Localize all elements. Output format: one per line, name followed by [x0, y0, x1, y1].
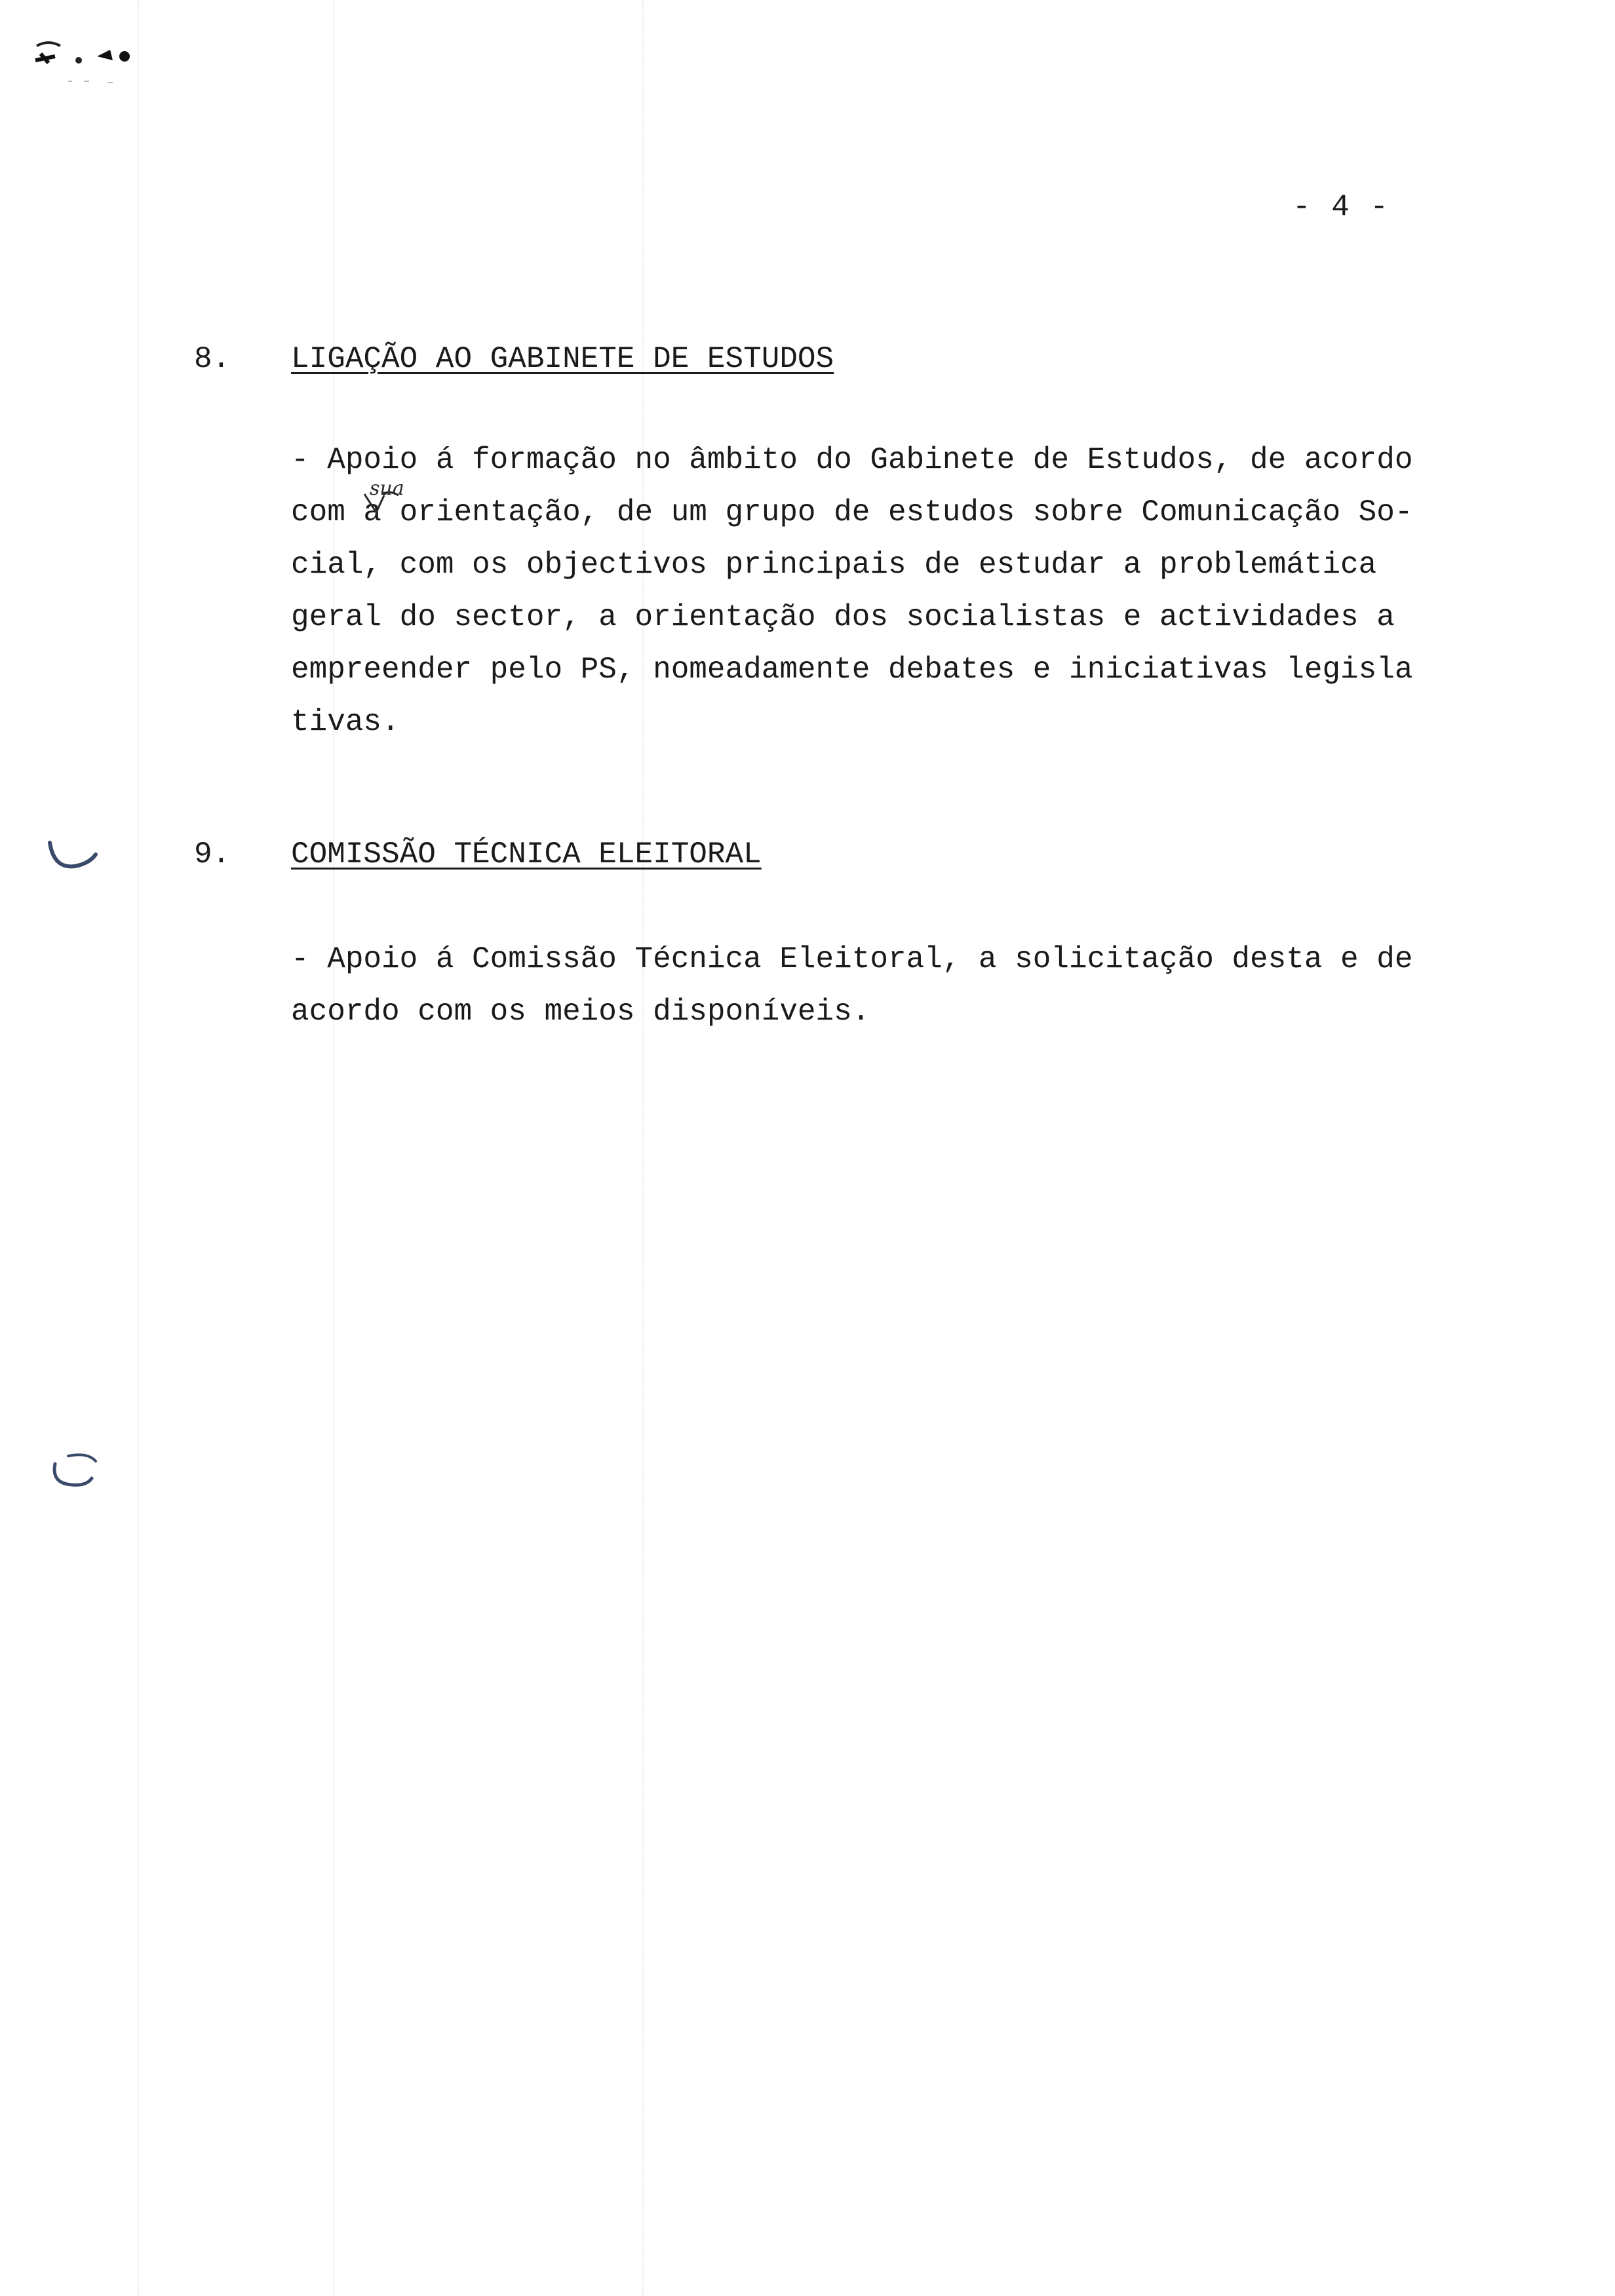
paragraph-line: empreender pelo PS, nomeadamente debates e iniciativas legisla	[291, 653, 1413, 687]
section-title: LIGAÇÃO AO GABINETE DE ESTUDOS	[291, 342, 834, 376]
section-number: 8.	[194, 342, 231, 376]
section-number: 9.	[194, 837, 231, 871]
handwritten-caret-mark	[362, 490, 401, 516]
punch-hole-mark	[46, 1448, 105, 1494]
page-number: - 4 -	[1293, 190, 1390, 224]
paragraph-line: acordo com os meios disponíveis.	[291, 995, 870, 1029]
section-paragraph	[291, 434, 1412, 748]
paragraph-line: com a orientação, de um grupo de estudos sobre Comunicação So-	[291, 495, 1413, 529]
paragraph-line: tivas.	[291, 705, 400, 739]
paragraph-line: - Apoio á formação no âmbito do Gabinete de Estudos, de acordo	[291, 443, 1413, 477]
handwritten-insertion: sua	[370, 477, 404, 500]
paragraph-line: cial, com os objectivos principais de estudar a problemática	[291, 548, 1377, 582]
section-paragraph	[291, 933, 1412, 1038]
punch-hole-mark	[46, 837, 105, 877]
scan-corner-mark	[29, 30, 160, 89]
paragraph-line: - Apoio á Comissão Técnica Eleitoral, a solicitação desta e de	[291, 942, 1413, 976]
paragraph-line: geral do sector, a orientação dos socialistas e actividades a	[291, 600, 1395, 634]
section-title: COMISSÃO TÉCNICA ELEITORAL	[291, 837, 762, 871]
scan-margin-line	[138, 0, 139, 2296]
